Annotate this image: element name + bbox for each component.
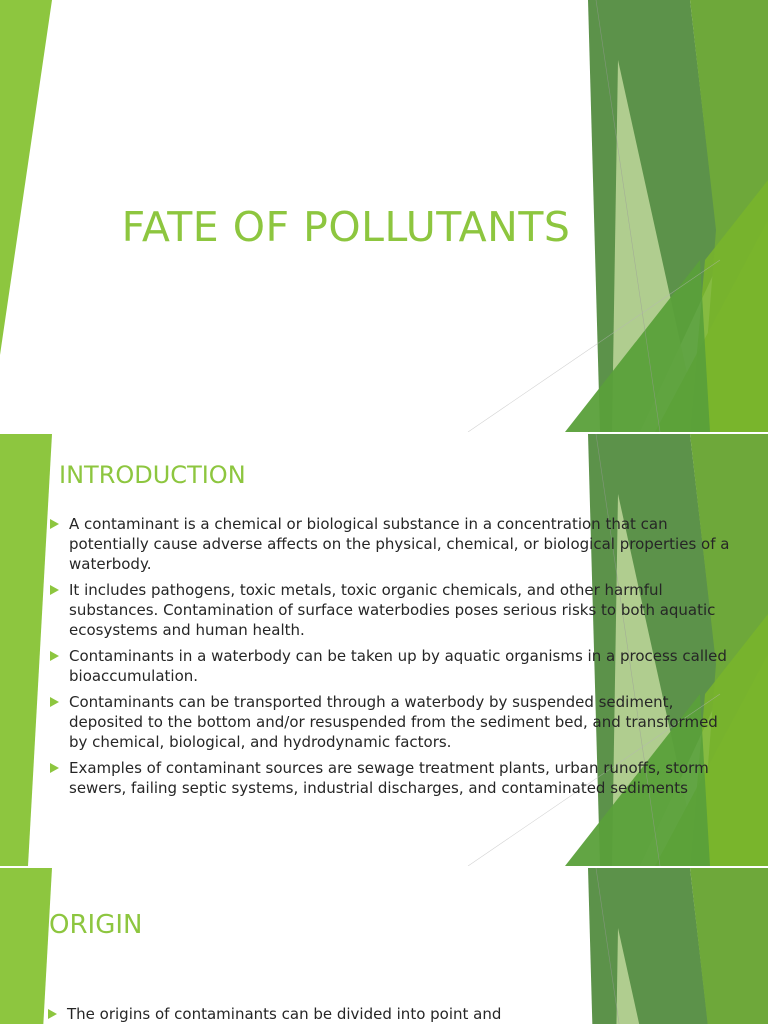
bullet-text: The origins of contaminants can be divided into point and (67, 1005, 502, 1023)
origin-heading: ORIGIN (49, 910, 143, 940)
bullet-text: Contaminants in a waterbody can be taken up by aquatic organisms in a process called bioaccumulation. (69, 647, 727, 685)
origin-bullet-list (46, 1004, 736, 1024)
list-item (48, 758, 738, 798)
list-item (48, 692, 738, 752)
green-triangle-bullet-icon (50, 697, 59, 707)
bullet-text: Examples of contaminant sources are sewage treatment plants, urban runoffs, storm sewers, failing septic systems, industrial discharges, and contaminated sediments (69, 759, 709, 797)
list-item (48, 646, 738, 686)
title-slide (0, 0, 768, 432)
green-triangle-bullet-icon (48, 1009, 57, 1019)
green-triangle-bullet-icon (50, 519, 59, 529)
bullet-text: It includes pathogens, toxic metals, toxic organic chemicals, and other harmful substances. Contamination of surface waterbodies poses serious risks to both aquatic ecosystems and human health. (69, 581, 716, 639)
list-item (46, 1004, 736, 1024)
introduction-bullet-list (48, 514, 738, 804)
bullet-text: A contaminant is a chemical or biological substance in a concentration that can potentially cause adverse affects on the physical, chemical, or biological properties of a waterbody. (69, 515, 730, 573)
green-triangle-bullet-icon (50, 585, 59, 595)
slide-title: FATE OF POLLUTANTS (121, 203, 571, 251)
origin-slide (0, 868, 768, 1024)
introduction-slide (0, 434, 768, 866)
green-triangle-bullet-icon (50, 651, 59, 661)
introduction-heading: INTRODUCTION (59, 461, 246, 489)
green-triangle-bullet-icon (50, 763, 59, 773)
bullet-text: Contaminants can be transported through a waterbody by suspended sediment, deposited to the bottom and/or resuspended from the sediment bed, and transformed by chemical, biological, and hydrodynamic factors. (69, 693, 718, 751)
list-item (48, 580, 738, 640)
list-item (48, 514, 738, 574)
slide-decoration (0, 868, 768, 1024)
